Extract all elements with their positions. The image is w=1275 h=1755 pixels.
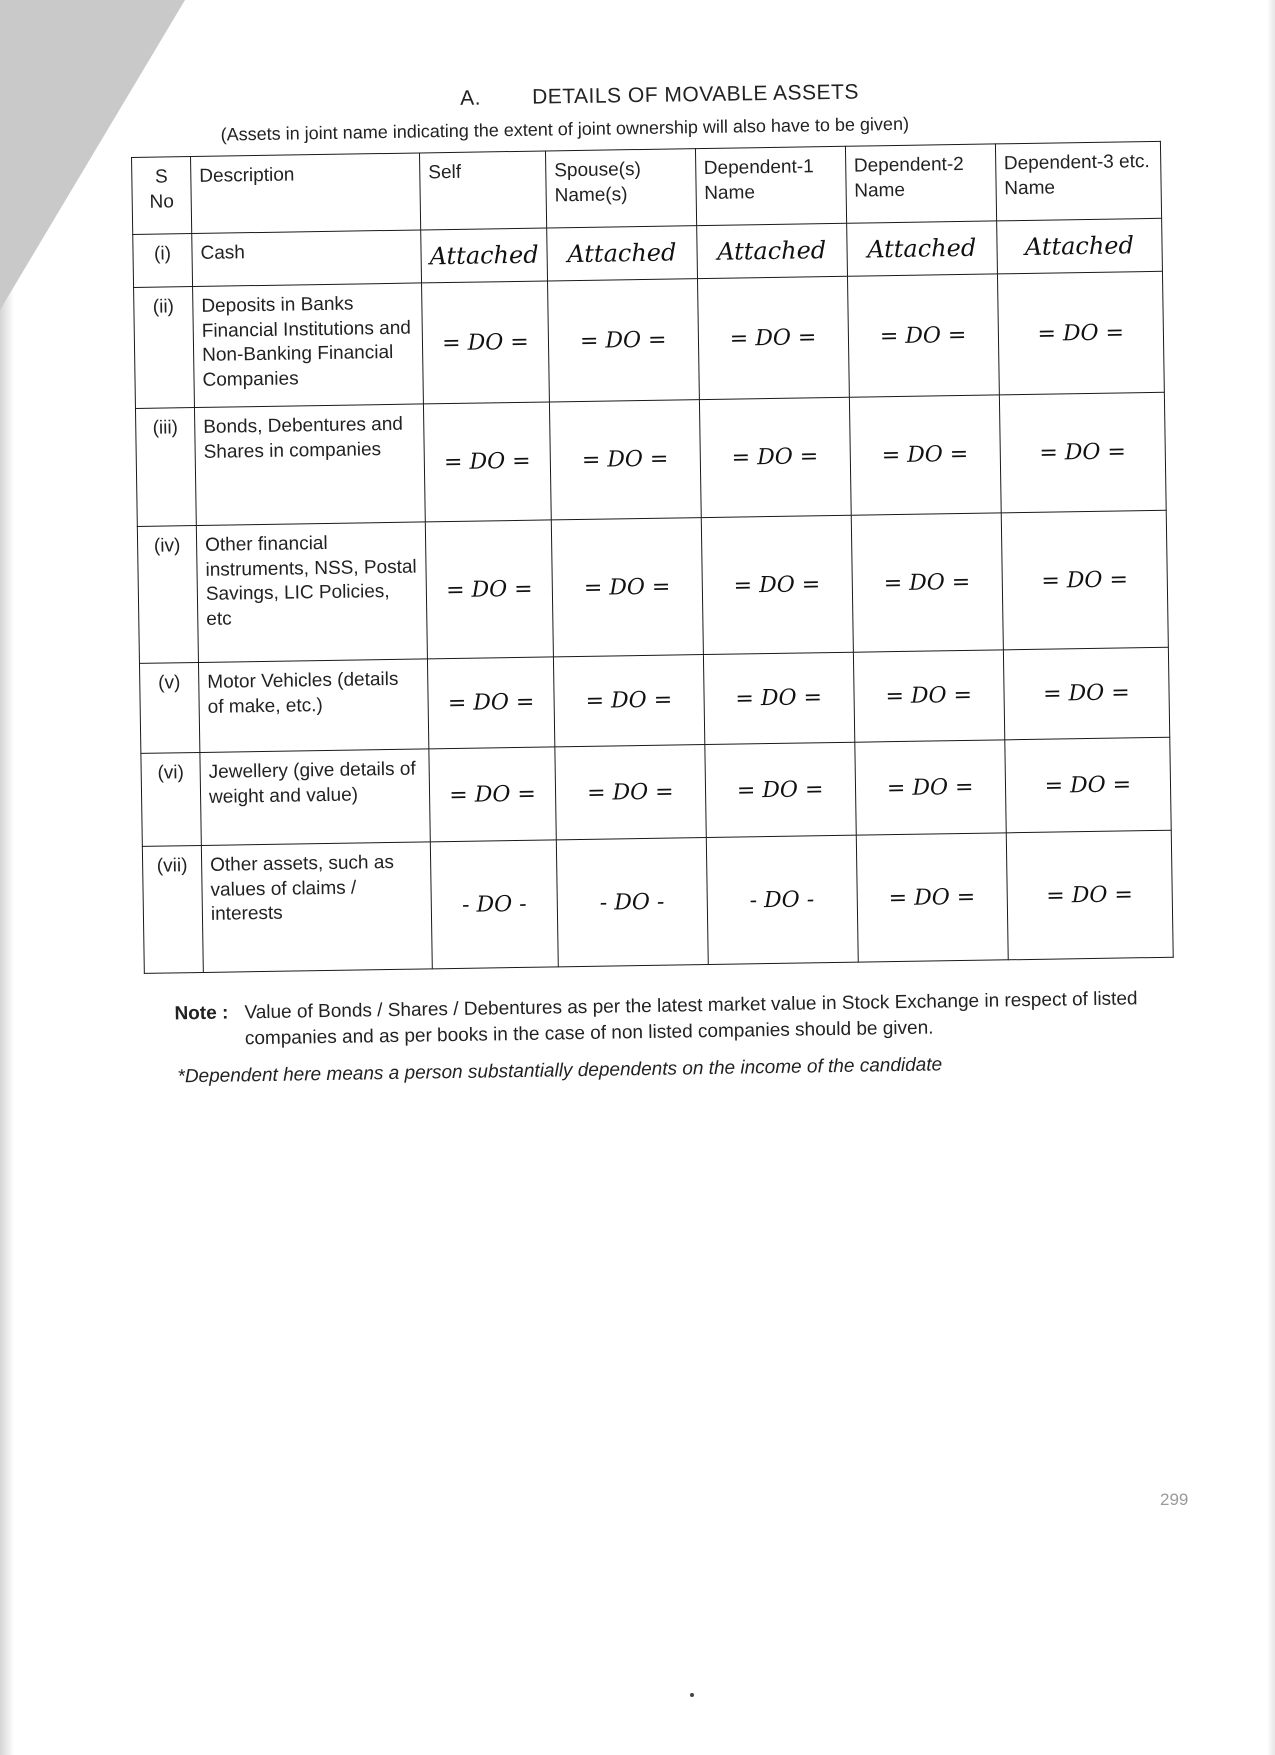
handwritten-entry: = DO =: [704, 742, 856, 837]
header-description: Description: [191, 153, 421, 234]
handwritten-entry: = DO =: [429, 747, 556, 842]
handwritten-entry: = DO =: [425, 520, 553, 659]
handwritten-entry: Attached: [846, 221, 997, 276]
table-row: [139, 647, 1169, 753]
scan-speck: [690, 1693, 694, 1697]
handwritten-entry: = DO =: [856, 833, 1008, 962]
document-page: [130, 76, 1196, 1090]
movable-assets-table: [131, 141, 1174, 974]
handwritten-entry: = DO =: [701, 515, 853, 654]
row-sno: (vi): [141, 752, 201, 846]
row-sno: (iv): [137, 526, 198, 664]
row-description: Other assets, such as values of claims / interests: [201, 842, 432, 973]
handwritten-entry: = DO =: [847, 274, 999, 397]
row-sno: (vii): [142, 845, 203, 973]
handwritten-entry: = DO =: [1003, 647, 1170, 740]
header-spouse: Spouse(s) Name(s): [545, 149, 696, 228]
header-dependent-3: Dependent-3 etc. Name: [995, 141, 1161, 221]
page-subtitle: (Assets in joint name indicating the extent of joint ownership will also have to be given): [220, 113, 910, 145]
handwritten-entry: = DO =: [849, 395, 1001, 515]
note-label: Note :: [174, 1002, 229, 1025]
handwritten-entry: - DO -: [556, 838, 708, 967]
handwritten-entry: = DO =: [422, 281, 550, 404]
handwritten-entry: = DO =: [697, 276, 849, 399]
header-dependent-2: Dependent-2 Name: [845, 144, 996, 223]
handwritten-entry: = DO =: [555, 745, 706, 840]
handwritten-entry: = DO =: [999, 392, 1166, 513]
handwritten-entry: = DO =: [703, 652, 854, 744]
header-self: Self: [419, 151, 546, 230]
handwritten-entry: = DO =: [427, 657, 554, 749]
handwritten-entry: = DO =: [549, 400, 700, 520]
valuation-note: [144, 985, 1195, 1053]
handwritten-entry: = DO =: [1004, 737, 1171, 833]
row-sno: (ii): [134, 287, 195, 409]
handwritten-entry: = DO =: [423, 402, 551, 522]
handwritten-entry: = DO =: [699, 397, 851, 517]
handwritten-entry: = DO =: [1001, 510, 1168, 650]
handwritten-entry: Attached: [696, 223, 847, 278]
header-sno: S No: [132, 157, 192, 235]
table-row: [137, 510, 1168, 663]
table-row: [135, 392, 1166, 526]
handwritten-entry: = DO =: [1006, 830, 1173, 960]
handwritten-entry: = DO =: [553, 655, 704, 747]
table-row: [141, 737, 1171, 846]
row-description: Jewellery (give details of weight and value): [200, 749, 430, 846]
header-dependent-1: Dependent-1 Name: [695, 146, 846, 225]
handwritten-entry: = DO =: [851, 513, 1003, 652]
dependent-definition: *Dependent here means a person substantially dependents on the income of the candidate: [177, 1054, 943, 1088]
handwritten-entry: Attached: [547, 226, 697, 281]
row-description: Bonds, Debentures and Shares in companies: [194, 404, 425, 526]
handwritten-entry: = DO =: [853, 650, 1004, 742]
row-sno: (v): [139, 662, 199, 753]
table-row: [142, 830, 1173, 973]
row-description: Motor Vehicles (details of make, etc.): [198, 659, 428, 753]
section-title: DETAILS OF MOVABLE ASSETS: [531, 80, 860, 109]
row-sno: (i): [133, 234, 193, 288]
row-description: Deposits in Banks Financial Institutions and Non-Banking Financial Companies: [193, 283, 424, 408]
handwritten-entry: Attached: [996, 218, 1162, 274]
handwritten-entry: = DO =: [551, 518, 703, 657]
handwritten-entry: Attached: [421, 228, 548, 283]
section-letter: A.: [459, 86, 482, 110]
handwritten-entry: - DO -: [430, 840, 558, 969]
handwritten-entry: = DO =: [854, 740, 1006, 835]
scan-right-edge: [1267, 0, 1275, 1755]
row-description: Other financial instruments, NSS, Postal Savings, LIC Policies, etc: [196, 522, 427, 663]
page-heading: [460, 76, 1180, 111]
handwritten-entry: - DO -: [706, 835, 858, 964]
note-text: Value of Bonds / Shares / Debentures as per the latest market value in Stock Exchange in respect of listed companies and as per books in the case of non listed companies should be given.: [244, 988, 1138, 1049]
row-description: Cash: [192, 230, 422, 287]
row-sno: (iii): [135, 408, 196, 527]
table-row: [134, 271, 1165, 408]
handwritten-entry: = DO =: [997, 271, 1164, 395]
handwritten-entry: = DO =: [548, 279, 699, 402]
page-number: 299: [1160, 1490, 1189, 1509]
